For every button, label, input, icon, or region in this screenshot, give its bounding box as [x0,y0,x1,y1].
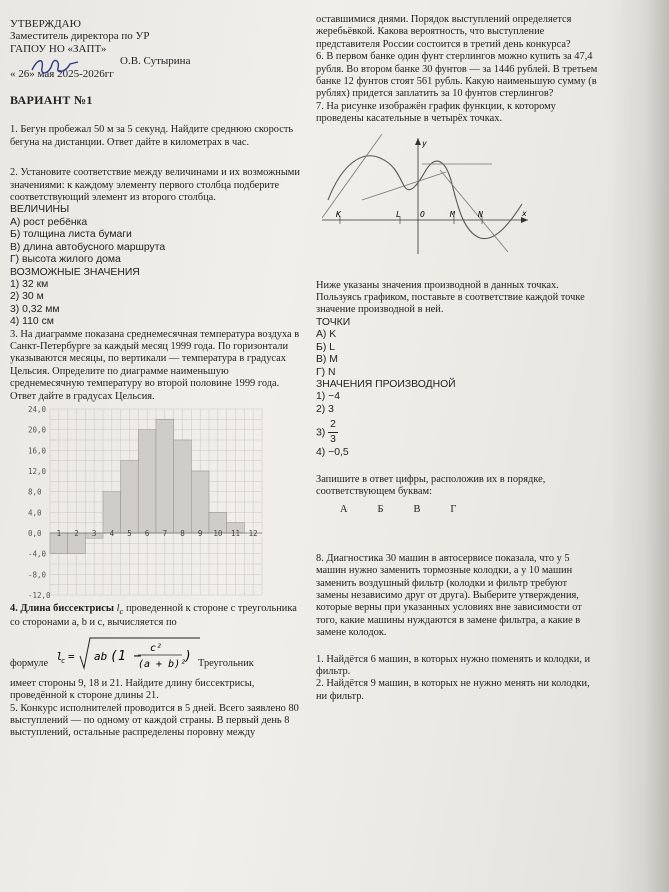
answer-letter-b: Б [377,504,384,516]
answer-letter-a: А [340,504,348,516]
q7-value-1: 1) −4 [316,391,340,403]
formula-graphic [54,634,202,676]
svg-text:=: = [68,649,75,663]
approval-date: « 26» мая 2025-2026гг [10,67,114,80]
fraction-denominator: 3 [330,434,336,446]
formula-after: Треугольник [198,657,254,669]
q4-lc-symbol: $l_c$ [116,602,124,617]
function-graph [322,134,532,256]
svg-text:c²: c² [150,642,163,654]
y-tick-label: 20,0 [28,425,47,435]
q7-value-3-label: 3) [316,427,326,439]
q2-value-2: 2) 30 м [10,291,44,303]
temperature-bar-4 [103,492,121,533]
q2-value-4: 4) 110 см [10,316,54,328]
q7-answer-instruction: Запишите в ответ цифры, расположив их в порядке, соответствующем буквам: [316,473,546,497]
question-6: 6. В первом банке один фунт стерлингов можно купить за 47,4 рубля. Во втором банке 30 фунтов — за 1446 рублей. В третьем банке 12 фунтов стоят 561 рубль. Какую наименьшую сумму (в рублях) придется заплатить за 10 фунтов стерлингов? [316,51,598,100]
point-label-n: N [478,209,483,219]
svg-text:(1 −: (1 − [110,648,142,664]
x-tick-label: 5 [127,528,132,538]
svg-text:c: c [61,656,66,665]
temperature-bar-8 [174,440,192,533]
q7-value-3 [316,418,599,447]
q4-part-b: проведенной к стороне c треугольника со сторонами a, b и c, вычисляется по [10,602,297,629]
question-4-end: имеет стороны 9, 18 и 21. Найдите длину биссектрисы, проведённой к стороне длины 21. [10,677,255,702]
formula-label: формуле [10,657,49,669]
temperature-chart [4,403,266,603]
graph-x-label: x [522,208,527,218]
x-tick-label: 6 [144,528,150,538]
svg-text:ab: ab [94,649,108,663]
q2-item-b: Б) толщина листа бумаги [10,229,132,241]
temperature-bar-7 [156,419,174,533]
answer-letter-d: Г [450,504,457,516]
x-tick-label: 2 [74,528,79,538]
page-edge-shadow [609,0,669,892]
approver-position: Заместитель директора по УР [10,30,150,43]
y-tick-label: 8,0 [28,487,42,497]
question-7-instructions: Ниже указаны значения производной в данных точках. Пользуясь графиком, поставьте в соответствие каждой точке значение производной в ней. [316,279,585,316]
q7-heading-points: ТОЧКИ [316,316,351,328]
q7-point-d: Г) N [316,366,336,378]
x-tick-label: 8 [180,528,185,538]
bisector-formula [10,634,302,676]
svg-text:l: l [56,649,63,663]
tangent-k [322,134,382,218]
q2-value-3: 3) 0,32 мм [10,303,60,315]
point-label-k: K [336,209,341,219]
y-tick-label: 24,0 [28,404,47,414]
question-1: 1. Бегун пробежал 50 м за 5 секунд. Найдите среднюю скорость бегуна на дистанции. Ответ дайте в километрах в час. [10,124,294,148]
q2-item-a: А) рост ребёнка [10,216,88,228]
q8-option-2: 2. Найдётся 9 машин, в которых не нужно менять ни колодки, ни фильтр. [316,678,590,702]
q7-answer-letters [340,504,599,516]
tangent-l [362,172,446,200]
q2-heading-quantities: ВЕЛИЧИНЫ [10,204,70,216]
y-tick-label: 4,0 [28,508,42,518]
q7-heading-values: ЗНАЧЕНИЯ ПРОИЗВОДНОЙ [316,378,456,390]
question-5-continued: оставшимися днями. Порядок выступлений определяется жеребьёвкой. Какова вероятность, что выступление представителя России состоится в третий день конкурса? [316,14,572,50]
function-graph-svg [322,134,532,256]
q7-point-c: В) M [316,354,338,366]
point-label-o: O [420,209,425,219]
q2-value-1: 1) 32 км [10,278,49,290]
point-label-l: L [396,209,401,219]
x-tick-label: 10 [213,528,223,538]
x-tick-label: 7 [162,528,168,538]
temperature-bar-5 [121,461,139,533]
point-label-m: M [450,209,455,219]
svg-text:(a + b)²: (a + b)² [138,658,187,670]
y-tick-label: -12,0 [28,590,51,600]
y-tick-label: -8,0 [28,570,47,580]
fraction-numerator: 2 [328,418,338,433]
svg-text:): ) [184,648,192,664]
q7-value-4: 4) −0,5 [316,447,349,459]
q4-part-a: 4. Длина биссектрисы [10,602,114,614]
q7-point-a: А) K [316,329,337,341]
question-8: 8. Диагностика 30 машин в автосервисе показала, что у 5 машин нужно заменить тормозные колодки, а у 10 машин заменить воздушный фильтр (колодки и фильтр требуют замены независимо друг от друга). Выберите утверждения, которые верны при указанных условиях вне зависимости от того, какие машины нуждаются в замене фильтра, а какие в замене колодок. [316,552,582,639]
x-tick-label: 9 [197,528,203,538]
q8-option-1: 1. Найдётся 6 машин, в которых нужно поменять и колодки, и фильтр. [316,653,591,677]
x-tick-label: 4 [109,528,115,538]
question-5: 5. Конкурс исполнителей проводится в 5 дней. Всего заявлено 80 выступлений — по одному от каждой страны. В первый день 8 выступлений, остальные распределены поровну между [10,702,299,739]
question-4-start [10,603,302,630]
q2-item-c: В) длина автобусного маршрута [10,241,166,253]
question-2: 2. Установите соответствие между величинами и их возможными значениями: к каждому элементу первого столбца подберите соответствующий элемент из второго столбца. [10,167,300,204]
q2-item-d: Г) высота жилого дома [10,254,121,266]
y-tick-label: 12,0 [28,466,47,476]
y-tick-label: 0,0 [28,528,42,538]
organization: ГАПОУ НО «ЗАПТ» [10,42,107,55]
q7-value-2: 2) 3 [316,403,334,415]
right-column [316,14,599,703]
variant-title: ВАРИАНТ №1 [10,93,93,108]
question-7: 7. На рисунке изображён график функции, к которому проведены касательные в четырёх точках. [316,100,556,125]
q2-heading-values: ВОЗМОЖНЫЕ ЗНАЧЕНИЯ [10,266,140,278]
approve-heading: УТВЕРЖДАЮ [10,18,81,30]
x-tick-label: 11 [230,528,241,538]
answer-letter-c: В [413,504,421,516]
x-tick-label: 1 [56,528,62,538]
q7-value-3-fraction [328,418,338,447]
signer-name: О.В. Сутырина [120,55,191,68]
y-tick-label: -4,0 [28,549,47,559]
q7-point-b: Б) L [316,341,335,353]
graph-y-label: y [422,138,427,148]
question-3: 3. На диаграмме показана среднемесячная температура воздуха в Санкт-Петербурге за каждый месяц 1999 года. По горизонтали указываются месяцы, по вертикали — температура в градусах Цельсия. Определите по диаграмме наименьшую среднемесячную температуру во второй половине 1999 года. Ответ дайте в градусах Цельсия. [10,328,300,402]
temperature-chart-svg [4,403,266,603]
y-tick-label: 16,0 [28,446,47,456]
x-tick-label: 12 [248,528,258,538]
x-tick-label: 3 [91,528,97,538]
temperature-bar-6 [138,430,156,533]
temperature-bar-9 [191,471,209,533]
left-column [10,18,302,740]
